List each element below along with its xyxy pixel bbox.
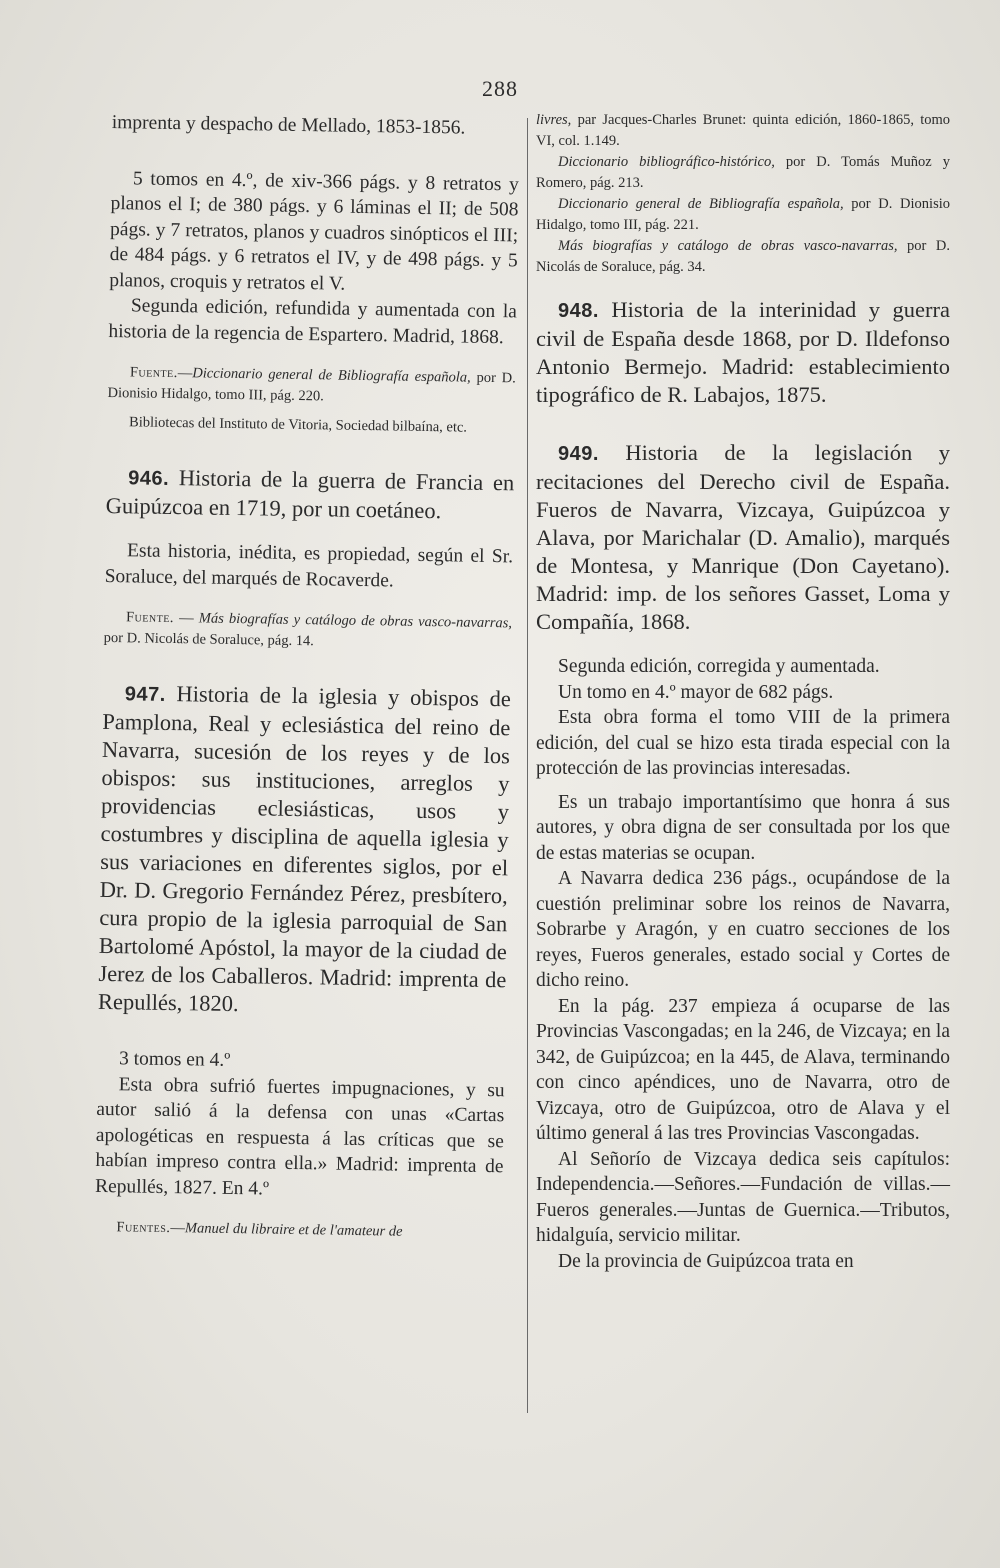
entry-949-volume: Un tomo en 4.º mayor de 682 págs. [558,681,834,703]
source-title: Manuel du libraire et de l'amateur de [184,1220,403,1240]
source-title: Diccionario bibliográfico-histórico, [558,154,775,170]
source-detail: por D. Dionisio Hidalgo, tomo III, pág. 221. [536,196,950,233]
source-dash: — [173,610,194,627]
column-divider [527,118,528,1413]
entry-946-note: Esta historia, inédita, es propiedad, según el Sr. Soraluce, del marqués de Rocaverde. [104,540,514,591]
source-title: Diccionario general de Bibliografía española, [558,196,844,212]
left-column [94,110,520,1244]
entry-number: 947. [124,683,166,706]
entry-948 [536,296,950,409]
source-label: Fuente. [129,364,178,382]
source-title: Más biografías y catálogo de obras vasco-navarras, [558,238,898,254]
entry-949 [536,439,950,636]
entry-947-volumes: 3 tomos en 4.º [118,1048,231,1071]
source-detail: por D. Nicolás de Soraluce, pág. 14. [103,629,315,650]
second-edition-note: Segunda edición, refundida y aumentada con la historia de la regencia de Espartero. Madrid, 1868. [108,295,518,348]
continuation-paragraph: imprenta y despacho de Mellado, 1853-1856. [111,111,466,139]
source-note-2 [104,607,513,655]
source-dash: — [170,1220,186,1237]
entry-949-note-4: En la pág. 237 empieza á ocuparse de las Provincias Vascongadas; en la 246, de Vizcaya; en la 342, de Guipúzcoa; en la 445, de Alava, terminando con cinco apéndices, uno de Navarra, otro de Vizcaya, otro de Guipúzcoa, otro de Alava y el último general á las tres Provincias Vascongadas. [536,995,950,1144]
entry-title: Historia de la interinidad y guerra civil de España desde 1868, por D. Ildefonso Antonio Bermejo. Madrid: establecimiento tipográfico de R. Labajos, 1875. [536,297,950,407]
source-continuation-2 [536,152,950,194]
source-detail: por D. Dionisio Hidalgo, tomo III, pág. 220. [107,369,516,405]
right-column [536,110,950,1274]
entry-947 [98,679,511,1022]
entry-number: 948. [558,300,599,322]
entry-title: Historia de la iglesia y obispos de Pamplona, Real y eclesiástica del reino de Navarra, sucesión de los reyes y de los obispos: sus instituciones, arreglos y providencias eclesiásticas, usos y costumbres y disciplina de aquella iglesia y sus variaciones en diferentes siglos, por el Dr. D. Gregorio Fernández Pérez, presbítero, cura propio de la iglesia parroquial de San Bartolomé Apóstol, la mayor de la ciudad de Jerez de los Caballeros. Madrid: imprenta de Repullés, 1820. [97,681,511,1017]
entry-949-note-2: Es un trabajo importantísimo que honra á sus autores, y obra digna de ser consultada por los que de estas materias se ocupan. [536,791,950,864]
entry-947-note: Esta obra sufrió fuertes impugnaciones, y su autor salió á la defensa con unas «Cartas apologéticas en respuesta á las críticas que se habían impreso contra ella.» Madrid: imprenta de Repullés, 1827. En 4.º [94,1073,505,1200]
source-title: Diccionario general de Bibliografía española, [192,365,471,386]
entry-949-edition: Segunda edición, corregida y aumentada. [558,656,880,677]
page-number: 288 [482,76,518,101]
source-note-1 [107,362,516,410]
entry-949-note-6: De la provincia de Guipúzcoa trata en [558,1250,854,1272]
entry-title: Historia de la legislación y recitaciones del Derecho civil de España. Fueros de Navarra, Vizcaya, Guipúzcoa y Alava, por Marichalar (D. Amalio), marqués de Montesa, y Manrique (Don Cayetano). Madrid: imp. de los señores Gasset, Loma y Compañía, 1868. [536,440,951,634]
libraries-note: Bibliotecas del Instituto de Vitoria, Sociedad bilbaína, etc. [128,414,468,436]
source-continuation-3 [536,194,950,236]
entry-946 [106,463,515,526]
source-title: livres, [536,112,572,128]
source-dash: — [177,365,193,382]
source-continuation-4 [536,236,950,278]
entry-number: 949. [558,443,599,465]
source-detail: par Jacques-Charles Brunet: quinta edición, 1860-1865, tomo VI, col. 1.149. [536,112,951,149]
volumes-description: 5 tomos en 4.º, de xiv-366 págs. y 8 retratos y planos el I; de 380 págs. y 6 láminas el II; de 508 págs. y 7 retratos, planos y cuadros sinópticos el III; de 484 págs. y 6 retratos el IV, y de 498 págs. y 5 planos, croquis y retratos el V. [109,167,520,295]
source-continuation-1 [536,110,950,152]
source-detail: por D. Nicolás de Soraluce, pág. 34. [536,238,951,275]
source-label: Fuentes. [116,1219,171,1237]
entry-title: Historia de la guerra de Francia en Guipúzcoa en 1719, por un coetáneo. [105,465,515,524]
entry-949-note-1: Esta obra forma el tomo VIII de la primera edición, del cual se hizo esta tirada especial con la protección de las provincias interesadas. [536,707,950,779]
source-title: Más biografías y catálogo de obras vasco-navarras, [198,610,513,632]
entry-949-note-3: A Navarra dedica 236 págs., ocupándose de la cuestión preliminar sobre los reinos de Navarra, Sobrarbe y Aragón, y en cuatro secciones de los reyes, Fueros generales, estado social y Cortes de dicho reino. [536,868,950,991]
entry-number: 946. [128,467,170,490]
source-detail: por D. Tomás Muñoz y Romero, pág. 213. [536,154,950,191]
source-label: Fuente. [125,609,175,627]
entry-949-note-5: Al Señorío de Vizcaya dedica seis capítulos: Independencia.—Señores.—Fundación de villas.—Fueros generales.—Juntas de Guernica.—Tributos, hidalguía, servicio militar. [536,1148,950,1246]
